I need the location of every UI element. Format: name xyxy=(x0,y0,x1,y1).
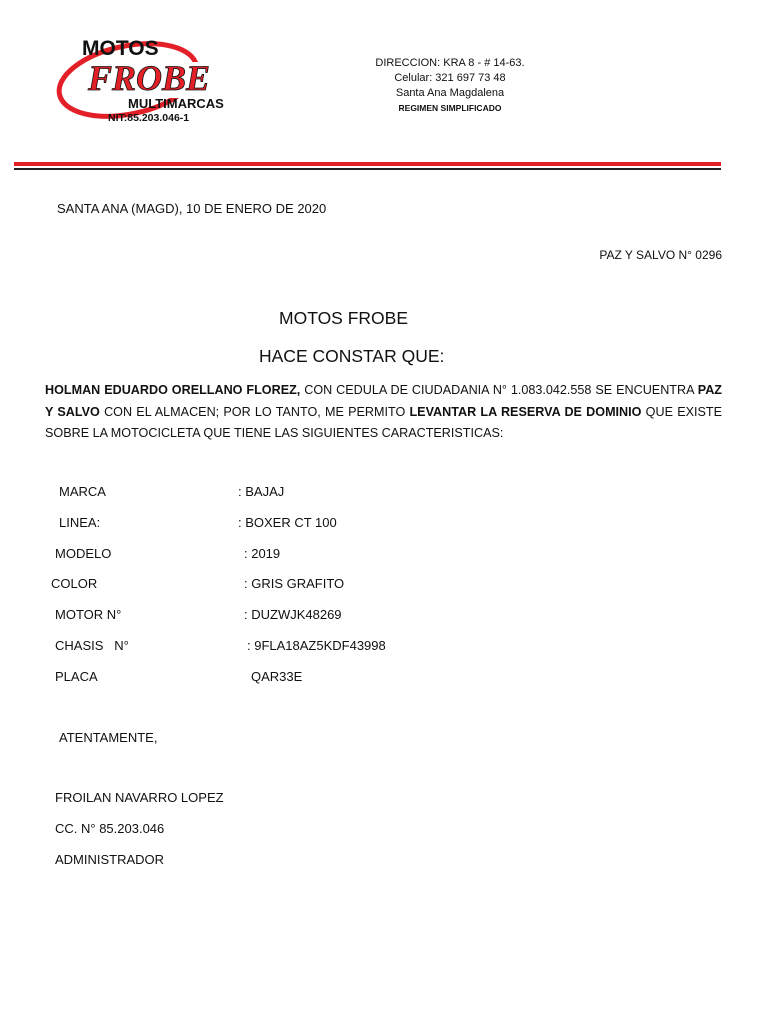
logo-top-text: MOTOS xyxy=(82,37,159,60)
header-red-bar xyxy=(14,162,721,166)
closing: ATENTAMENTE, xyxy=(59,730,158,745)
contact-phone: Celular: 321 697 73 48 xyxy=(394,72,506,84)
color-label: COLOR xyxy=(51,576,98,591)
body-text-3: QUE EXISTE SOBRE LA MOTOCICLETA QUE TIENE LAS SIGUIENTES CARACTERISTICAS: xyxy=(45,404,722,440)
modelo-label: MODELO xyxy=(55,546,112,561)
client-name: HOLMAN EDUARDO ORELLANO FLOREZ, xyxy=(45,383,301,397)
marca-value: : BAJAJ xyxy=(238,484,285,499)
linea-label: LINEA: xyxy=(59,515,101,530)
subheading: HACE CONSTAR QUE: xyxy=(259,346,445,366)
header-black-bar xyxy=(14,168,721,170)
signatory-id: CC. N° 85.203.046 xyxy=(55,821,165,836)
body-text-1: CON CEDULA DE CIUDADANIA N° 1.083.042.558 SE ENCUENTRA xyxy=(300,383,698,397)
modelo-value: : 2019 xyxy=(244,546,281,561)
date-line: SANTA ANA (MAGD), 10 DE ENERO DE 2020 xyxy=(57,201,327,216)
signatory-name: FROILAN NAVARRO LOPEZ xyxy=(55,790,224,805)
contact-address: DIRECCION: KRA 8 - # 14-63. xyxy=(375,57,525,69)
logo-sub-text: MULTIMARCAS xyxy=(128,96,224,111)
chasis-label: CHASIS N° xyxy=(55,638,129,653)
signatory-role: ADMINISTRADOR xyxy=(55,852,165,867)
company-heading: MOTOS FROBE xyxy=(279,308,408,328)
placa-label: PLACA xyxy=(55,669,98,684)
marca-label: MARCA xyxy=(59,484,106,499)
contact-block xyxy=(330,56,570,116)
body-text-2: CON EL ALMACEN; POR LO TANTO, ME PERMITO xyxy=(99,404,410,419)
linea-value: : BOXER CT 100 xyxy=(238,515,337,530)
logo-brand-text: FROBE xyxy=(88,58,211,98)
contact-regime: REGIMEN SIMPLIFICADO xyxy=(398,103,502,113)
motor-label: MOTOR N° xyxy=(55,607,122,622)
certificate-number: PAZ Y SALVO N° 0296 xyxy=(599,248,722,262)
placa-value: QAR33E xyxy=(251,669,303,684)
action-text: LEVANTAR LA RESERVA DE DOMINIO xyxy=(409,404,642,419)
chasis-value: : 9FLA18AZ5KDF43998 xyxy=(247,638,386,653)
color-value: : GRIS GRAFITO xyxy=(244,576,345,591)
status-text: PAZ Y SALVO xyxy=(45,383,722,419)
body-paragraph xyxy=(45,380,722,445)
motor-value: : DUZWJK48269 xyxy=(244,607,342,622)
motos-frobe-logo xyxy=(50,28,230,128)
contact-city: Santa Ana Magdalena xyxy=(395,87,505,99)
logo-nit: NIT:85.203.046-1 xyxy=(108,112,190,124)
